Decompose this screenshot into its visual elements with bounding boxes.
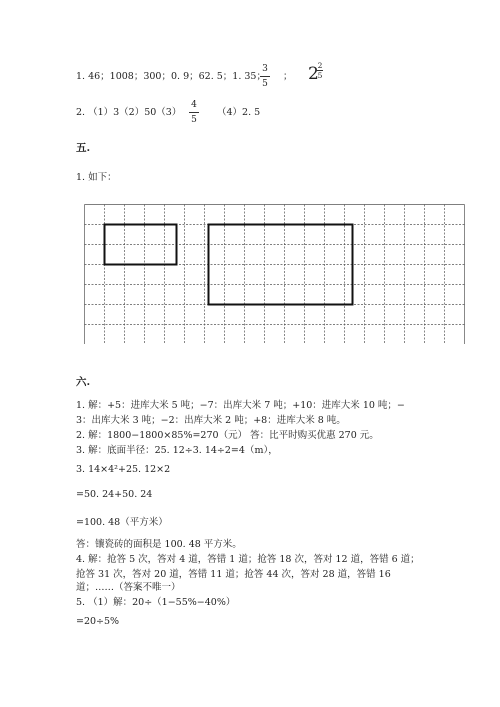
text-line: =20÷5% <box>76 616 120 627</box>
text-line: 3. 14×4²+25. 12×2 <box>76 464 171 475</box>
mixed-denominator: 5 <box>317 71 323 80</box>
section-heading-5: 五. <box>76 142 91 154</box>
question-label: 1. 如下： <box>76 172 117 183</box>
text-line: 5. （1）解：20÷（1−55%−40%） <box>76 597 236 608</box>
text-line: 答：镶瓷砖的面积是 100. 48 平方米。 <box>76 539 242 550</box>
fraction-denominator: 5 <box>262 79 268 89</box>
text-line: =100. 48（平方米） <box>76 517 168 528</box>
fraction-denominator: 5 <box>191 115 197 125</box>
grid-diagram <box>84 204 465 344</box>
fraction-three-fifths <box>260 63 270 90</box>
fraction-numerator: 3 <box>262 64 268 74</box>
answer-line-2-suffix: （4）2. 5 <box>217 107 261 118</box>
answer-line-1: 1. 46；1008；300；0. 9；62. 5；1. 35； <box>76 71 266 82</box>
section-heading-6: 六. <box>76 376 91 388</box>
fraction-four-fifths <box>189 99 199 126</box>
text-line: =50. 24+50. 24 <box>76 489 153 500</box>
text-line: 2. 解：1800−1800×85%=270（元） 答：比平时购买优惠 270 元。 <box>76 430 379 441</box>
mixed-number <box>308 61 323 84</box>
fraction-numerator: 4 <box>191 100 197 110</box>
separator: ； <box>283 71 293 82</box>
mixed-numerator: 2 <box>317 61 323 70</box>
text-line: 1. 解：+5：进库大米 5 吨；−7：出库大米 7 吨；+10：进库大米 10 吨；− <box>76 400 405 411</box>
text-line: 4. 解：抢答 5 次，答对 4 道，答错 1 道；抢答 18 次，答对 12 道，答错 6 道； <box>76 554 420 565</box>
text-line: 道；……（答案不唯一） <box>76 582 181 593</box>
answer-line-2: 2. （1）3（2）50（3） <box>76 107 182 118</box>
text-line: 3. 解：底面半径：25. 12÷3. 14÷2=4（m）， <box>76 445 278 456</box>
text-line: 抢答 31 次，答对 20 道，答错 11 道；抢答 44 次，答对 28 道，答错 16 <box>76 569 391 580</box>
text-line: 3：出库大米 3 吨；−2：出库大米 2 吨；+8：进库大米 8 吨。 <box>76 415 346 426</box>
mixed-whole: 2 <box>308 64 319 84</box>
